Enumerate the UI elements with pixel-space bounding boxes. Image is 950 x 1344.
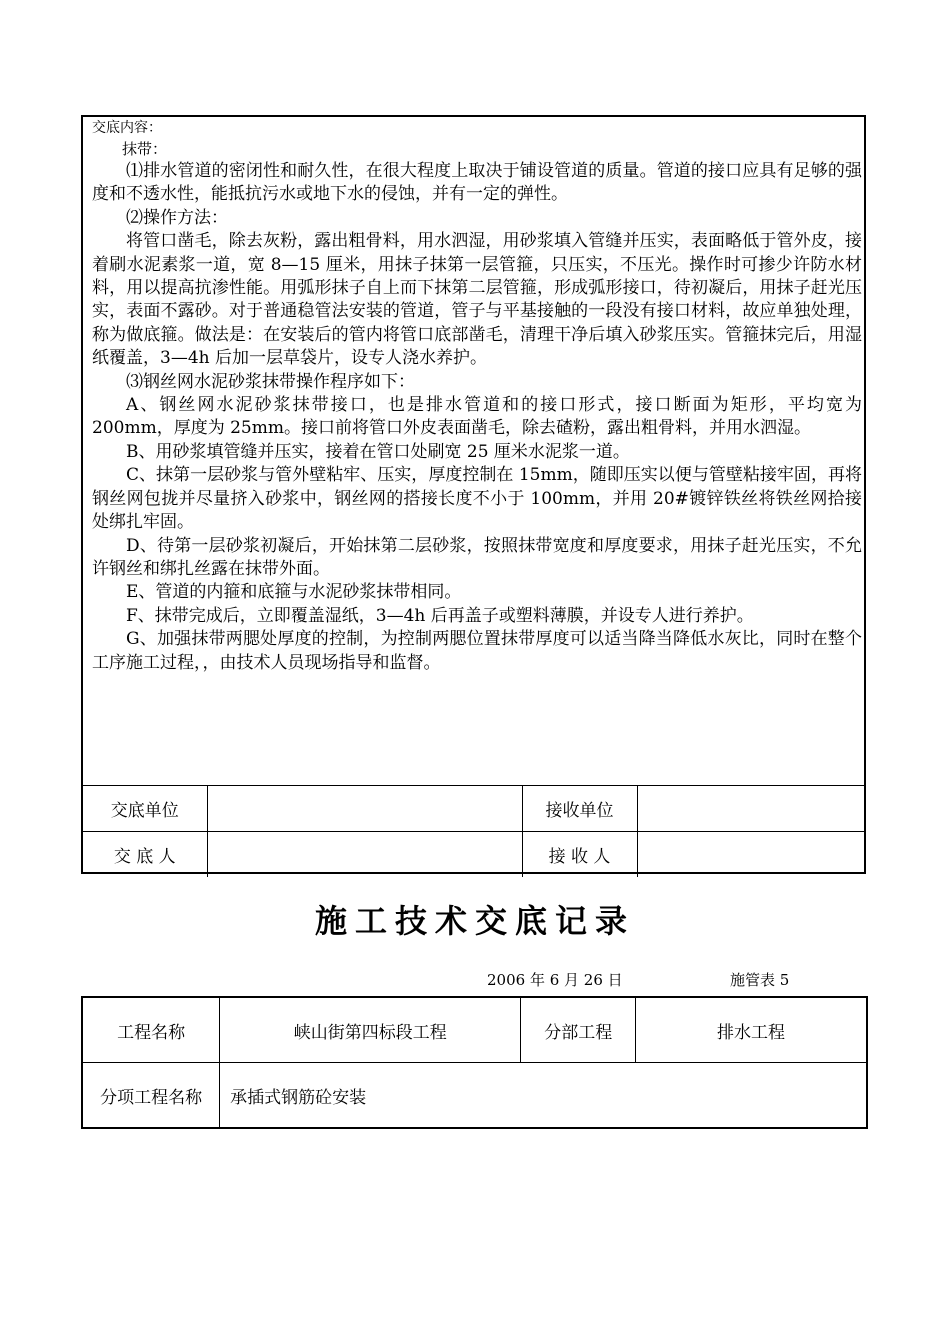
paragraph-7: C、抹第一层砂浆与管外壁粘牢、压实，厚度控制在 15mm，随即压实以便与管壁粘接牢固，再将钢丝网包拢并尽量挤入砂浆中，钢丝网的搭接长度不小于 100mm，并用 20#镀锌铁丝将铁丝网拾接处绑扎牢固。 — [92, 465, 862, 533]
paragraph-8: D、待第一层砂浆初凝后，开始抹第二层砂浆，按照抹带宽度和厚度要求，用抹子赶光压实，不允许钢丝和绑扎丝露在抹带外面。 — [92, 535, 862, 579]
record-date: 2006 年 6 月 26 日 — [487, 971, 623, 989]
paragraph-11: G、加强抹带两腮处厚度的控制，为控制两腮位置抹带厚度可以适当降当降低水灰比，同时在整个工序施工过程，，由技术人员现场指导和监督。 — [92, 629, 862, 673]
signoff-row-person — [83, 832, 864, 878]
form-number: 施管表 5 — [730, 971, 790, 989]
subitem-row — [82, 1063, 867, 1129]
disclosure-content — [92, 119, 862, 675]
deliver-person-field[interactable] — [207, 832, 522, 878]
page-title: 施工技术交底记录 — [314, 902, 635, 940]
subitem-value: 承插式钢筋砼安装 — [220, 1063, 867, 1129]
heading-bandage: 抹带： — [122, 140, 168, 158]
project-name-value: 峡山街第四标段工程 — [220, 997, 521, 1063]
project-info-table — [81, 996, 868, 1129]
signoff-table — [83, 785, 864, 877]
receive-person-label: 接 收 人 — [522, 832, 637, 878]
project-name-label: 工程名称 — [82, 997, 220, 1063]
project-row — [82, 997, 867, 1063]
signoff-row-unit — [83, 786, 864, 832]
paragraph-5: A、钢丝网水泥砂浆抹带接口，也是排水管道和的接口形式，接口断面为矩形，平均宽为 200mm，厚度为 25mm。接口前将管口外皮表面凿毛，除去碴粉，露出粗骨料，并用水泗湿。 — [92, 395, 862, 439]
receive-unit-field[interactable] — [637, 786, 864, 832]
receive-unit-label: 接收单位 — [522, 786, 637, 832]
paragraph-4: ⑶钢丝网水泥砂浆抹带操作程序如下： — [126, 371, 415, 392]
deliver-unit-label: 交底单位 — [83, 786, 207, 832]
paragraph-2: ⑵操作方法： — [126, 207, 228, 228]
division-label: 分部工程 — [521, 997, 636, 1063]
division-value: 排水工程 — [636, 997, 867, 1063]
deliver-person-label: 交 底 人 — [83, 832, 207, 878]
paragraph-10: F、抹带完成后，立即覆盖湿纸，3—4h 后再盖子或塑料薄膜，并设专人进行养护。 — [126, 605, 754, 626]
deliver-unit-field[interactable] — [207, 786, 522, 832]
subitem-label: 分项工程名称 — [82, 1063, 220, 1129]
paragraph-1: ⑴排水管道的密闭性和耐久性，在很大程度上取决于铺设管道的质量。管道的接口应具有足够的强度和不透水性，能抵抗污水或地下水的侵蚀，并有一定的弹性。 — [92, 161, 862, 205]
paragraph-9: E、管道的内箍和底箍与水泥砂浆抹带相同。 — [126, 582, 462, 603]
section-label: 交底内容： — [92, 120, 162, 136]
receive-person-field[interactable] — [637, 832, 864, 878]
paragraph-6: B、用砂浆填管缝并压实，接着在管口处刷宽 25 厘米水泥浆一道。 — [126, 441, 630, 462]
paragraph-3: 将管口凿毛，除去灰粉，露出粗骨料，用水泗湿，用砂浆填入管缝并压实，表面略低于管外皮，接着刷水泥素浆一道，宽 8—15 厘米，用抹子抹第一层管箍，只压实，不压光。操作时可掺少许防水材料，用以提高抗渗性能。用弧形抹子自上而下抹第二层管箍，形成弧形接口，待初凝后，用抹子赶光压实，表面不露砂。对于普通稳管法安装的管道，管子与平基接触的一段没有接口材料，故应单独处理，称为做底箍。做法是：在安装后的管内将管口底部凿毛，清理干净后填入砂浆压实。管箍抹完后，用湿纸覆盖，3—4h 后加一层草袋片，设专人浇水养护。 — [92, 231, 862, 369]
disclosure-content-box — [81, 115, 866, 874]
